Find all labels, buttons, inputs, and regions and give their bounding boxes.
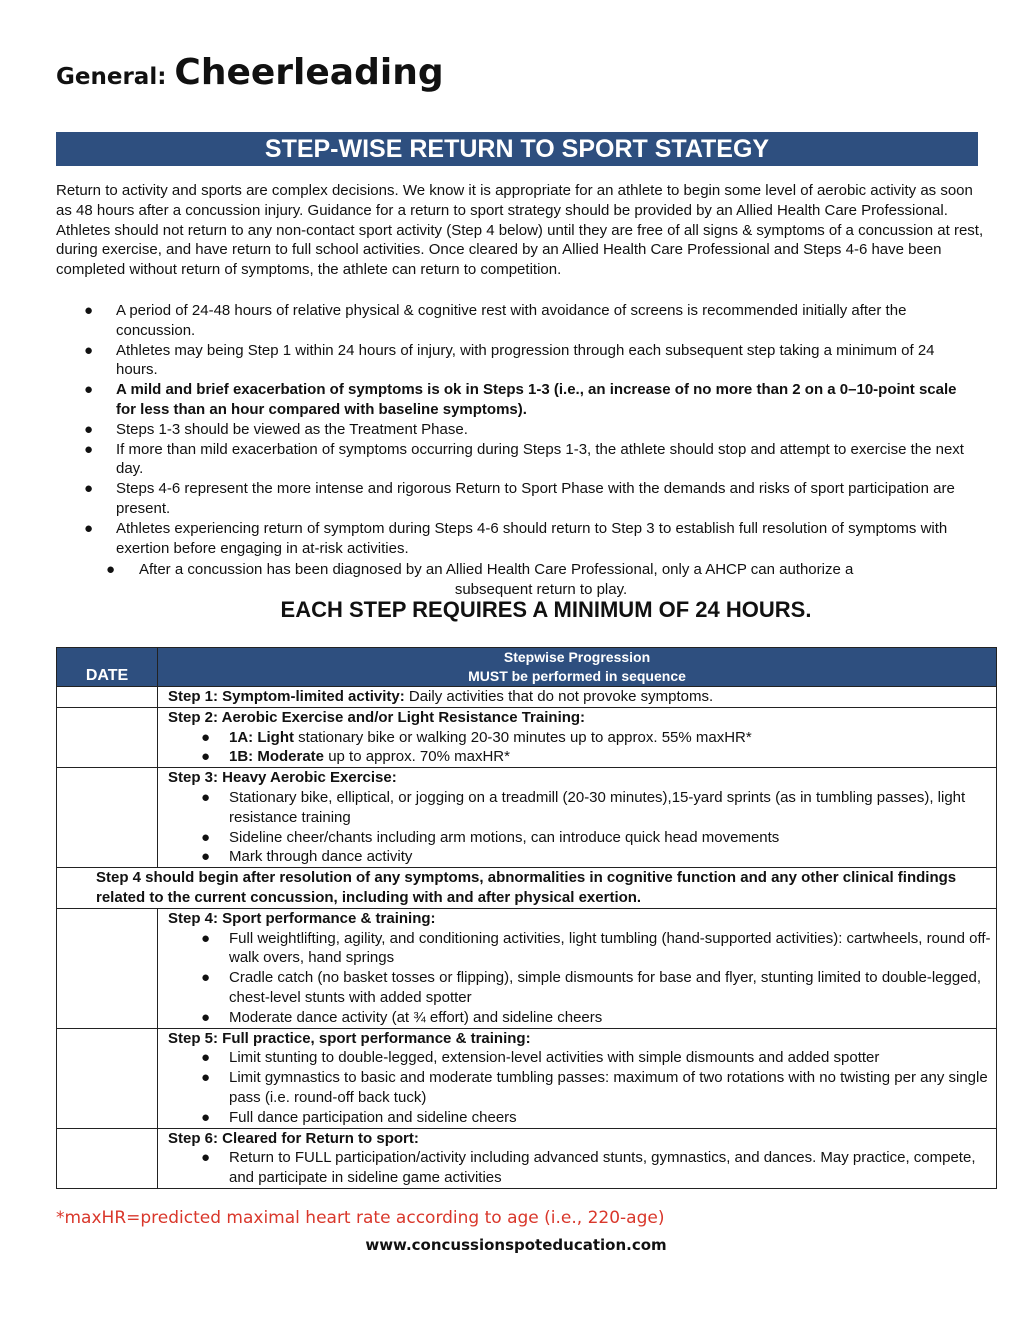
page-title — [56, 52, 444, 93]
date-cell — [57, 1028, 158, 1128]
step-item: ● Cradle catch (no basket tosses or flipping), simple dismounts for base and flyer, stunting limited to double-legged, chest-level stunts with added spotter — [201, 969, 982, 1006]
table-row-step-6 — [57, 1128, 997, 1188]
step-title: Step 6: Cleared for Return to sport: — [168, 1129, 419, 1147]
step-item: ● Return to FULL participation/activity including advanced stunts, gymnastics, and dances. May practice, compete, and participate in sideline game activities — [201, 1149, 976, 1187]
title-sport: Cheerleading — [174, 52, 444, 93]
step-item: ● 1A: Light stationary bike or walking 20-30 minutes up to approx. 55% maxHR* — [201, 728, 752, 746]
step-item: ● Full dance participation and sideline cheers — [201, 1108, 517, 1126]
step-title: Step 3: Heavy Aerobic Exercise: — [168, 769, 397, 787]
step-cell — [158, 1028, 997, 1128]
bullet-icon: ● — [201, 728, 211, 746]
section-banner: STEP-WISE RETURN TO SPORT STATEGY — [56, 132, 978, 166]
bullet-icon: ● — [201, 1149, 211, 1167]
bullet-icon: ● — [201, 848, 211, 866]
list-item: ● Steps 1-3 should be viewed as the Treatment Phase. — [84, 420, 468, 438]
date-cell — [57, 908, 158, 1028]
step-item: ● Limit gymnastics to basic and moderate tumbling passes: maximum of two rotations with no twisting per any single pass (i.e. round-off back tuck) — [201, 1069, 988, 1106]
sub-bullet — [106, 560, 976, 600]
table-row-step-3 — [57, 768, 997, 868]
bullet-icon: ● — [84, 381, 94, 399]
stepwise-progression-table — [56, 647, 997, 1189]
sub-bullet-line-1: After a concussion has been diagnosed by an Allied Health Care Professional, only a AHCP can authorize a — [139, 561, 854, 578]
step-title: Step 2: Aerobic Exercise and/or Light Resistance Training: — [168, 708, 586, 726]
minimum-requirement-heading: EACH STEP REQUIRES A MINIMUM OF 24 HOURS. — [280, 597, 812, 622]
step-cell — [158, 687, 997, 708]
step-item: ● Stationary bike, elliptical, or jogging on a treadmill (20-30 minutes),15-yard sprints (as in tumbling passes), light resistance training — [201, 788, 966, 826]
step-title: Step 4: Sport performance & training: — [168, 909, 436, 927]
bullet-icon: ● — [201, 1108, 211, 1126]
guideline-list — [84, 301, 964, 558]
bullet-icon: ● — [84, 341, 94, 359]
step-item: ● 1B: Moderate up to approx. 70% maxHR* — [201, 748, 510, 766]
list-item: ● Steps 4-6 represent the more intense and rigorous Return to Sport Phase with the demands and risks of sport participation are present. — [84, 480, 955, 517]
list-item: ● A period of 24-48 hours of relative physical & cognitive rest with avoidance of screens is recommended initially after the concussion. — [84, 302, 907, 339]
table-row-step-4 — [57, 908, 997, 1028]
website-url: www.concussionspoteducation.com — [365, 1236, 667, 1254]
step-cell — [158, 1128, 997, 1188]
bullet-icon: ● — [201, 748, 211, 766]
table-row-step-1 — [57, 687, 997, 708]
step-item: ● Full weightlifting, agility, and conditioning activities, light tumbling (hand-supported activities): cartwheels, round off-walk overs, hand springs — [201, 929, 991, 967]
bullet-icon: ● — [201, 969, 211, 987]
step-text: Daily activities that do not provoke symptoms. — [404, 688, 714, 705]
bullet-icon: ● — [84, 519, 94, 537]
step-cell — [158, 908, 997, 1028]
date-cell — [57, 707, 158, 767]
bullet-icon: ● — [84, 480, 94, 498]
table-row-step-2 — [57, 707, 997, 767]
bullet-icon: ● — [201, 929, 211, 947]
step-4-note: Step 4 should begin after resolution of any symptoms, abnormalities in cognitive function and any other clinical findings related to the current concussion, including with and after physical exertion. — [57, 868, 997, 909]
title-lead: General: — [56, 64, 175, 90]
step-title: Step 5: Full practice, sport performance & training: — [168, 1029, 531, 1047]
maxhr-footnote: *maxHR=predicted maximal heart rate according to age (i.e., 220-age) — [56, 1208, 665, 1228]
step-item: ● Moderate dance activity (at ¾ effort) and sideline cheers — [201, 1008, 603, 1026]
table-row-step-5 — [57, 1028, 997, 1128]
progression-column-header: Stepwise Progression MUST be performed in sequence — [158, 648, 997, 687]
bullet-icon: ● — [201, 1049, 211, 1067]
list-item: ● If more than mild exacerbation of symptoms occurring during Steps 1-3, the athlete should stop and attempt to exercise the next day. — [84, 440, 964, 478]
step-cell — [158, 768, 997, 868]
date-cell — [57, 768, 158, 868]
list-item: ● Athletes may being Step 1 within 24 hours of injury, with progression through each subsequent step taking a minimum of 24 hours. — [84, 341, 935, 379]
intro-paragraph: Return to activity and sports are complex decisions. We know it is appropriate for an athlete to begin some level of aerobic activity as soon as 48 hours after a concussion injury. Guidance for a return to sport strategy should be provided by an Allied Health Care Professional. Athletes should not return to any non-contact sport activity (Step 4 below) until they are free of all signs & symptoms of a concussion at rest, during exercise, and have return to full school activities. Once cleared by an Allied Health Care Professional and Steps 4-6 have been completed without return of symptoms, the athlete can return to competition. — [56, 182, 984, 279]
table-row-note — [57, 868, 997, 909]
date-cell — [57, 687, 158, 708]
step-title: Step 1: Symptom-limited activity: — [168, 688, 405, 705]
list-item: ● A mild and brief exacerbation of symptoms is ok in Steps 1-3 (i.e., an increase of no more than 2 on a 0–10-point scale for less than an hour compared with baseline symptoms). — [84, 381, 957, 418]
sub-bullet-line-2: subsequent return to play. — [454, 580, 628, 598]
step-item: ● Sideline cheer/chants including arm motions, can introduce quick head movements — [201, 828, 780, 846]
bullet-icon: ● — [201, 788, 211, 806]
date-column-header: DATE — [57, 648, 158, 687]
bullet-icon: ● — [201, 1008, 211, 1026]
table-header-row — [57, 648, 997, 687]
step-item: ● Limit stunting to double-legged, extension-level activities with simple dismounts and added spotter — [201, 1049, 880, 1067]
bullet-icon: ● — [201, 1069, 211, 1087]
bullet-icon: ● — [106, 561, 116, 578]
bullet-icon: ● — [84, 420, 94, 438]
date-cell — [57, 1128, 158, 1188]
list-item: ● Athletes experiencing return of symptom during Steps 4-6 should return to Step 3 to establish full resolution of symptoms with exertion before engaging in at-risk activities. — [84, 519, 948, 557]
bullet-icon: ● — [84, 302, 94, 319]
step-item: ● Mark through dance activity — [201, 848, 413, 866]
bullet-icon: ● — [84, 440, 94, 458]
step-cell — [158, 707, 997, 767]
bullet-icon: ● — [201, 828, 211, 846]
